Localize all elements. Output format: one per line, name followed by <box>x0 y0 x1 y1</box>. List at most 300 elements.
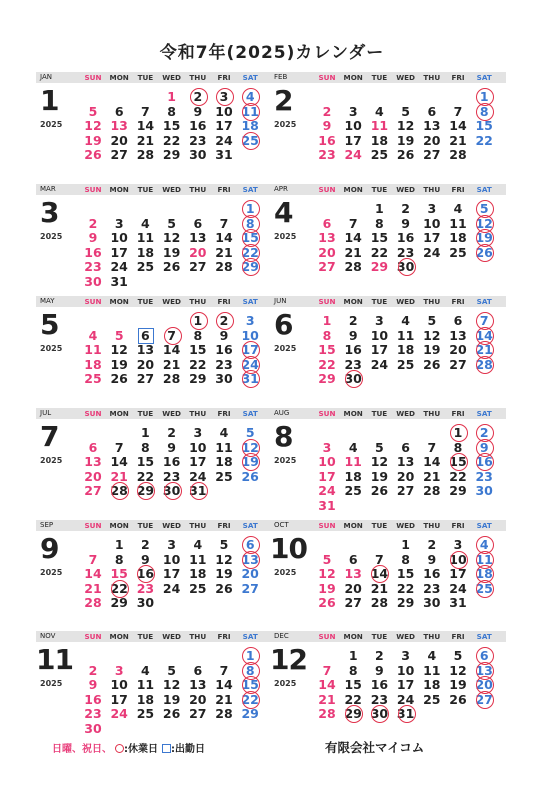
weekday-sat: SAT <box>242 409 258 418</box>
day-cell: 20 <box>449 342 467 358</box>
day-cell: 11 <box>215 439 233 455</box>
day-cell: 7 <box>427 439 437 455</box>
day-cell: 5 <box>167 662 176 678</box>
day-cell: 22 <box>237 692 263 707</box>
day-cell: 20 <box>84 468 102 484</box>
day-cell: 2 <box>322 103 332 119</box>
day-cell: 13 <box>189 230 207 246</box>
day-cell: 17 <box>396 677 415 693</box>
weekday-mon: MON <box>343 73 363 82</box>
day-cell: 9 <box>167 439 176 455</box>
weekday-mon: MON <box>343 297 363 306</box>
weekday-tue: TUE <box>137 185 154 194</box>
day-cell: 19 <box>396 132 415 148</box>
day-cell: 16 <box>162 454 181 470</box>
day-cell: 10 <box>396 662 415 678</box>
day-cell: 5 <box>114 327 124 343</box>
day-cell: 1 <box>237 648 263 663</box>
day-cell: 29 <box>370 259 389 275</box>
day-cell: 5 <box>88 103 98 119</box>
day-cell: 23 <box>475 468 493 484</box>
month-year: 2025 <box>40 232 63 241</box>
weekday-tue: TUE <box>371 73 388 82</box>
day-cell: 16 <box>132 566 158 581</box>
day-cell: 22 <box>475 132 493 148</box>
day-cell: 5 <box>453 648 463 663</box>
weekday-fri: FRI <box>217 185 231 194</box>
weekday-sat: SAT <box>242 297 258 306</box>
day-cell: 5 <box>401 103 410 119</box>
month-number: 12 <box>270 643 307 676</box>
day-cell: 24 <box>423 244 441 260</box>
day-cell: 3 <box>322 439 332 455</box>
day-cell: 15 <box>370 230 389 246</box>
day-cell: 12 <box>237 440 263 455</box>
day-cell: 2 <box>348 313 358 328</box>
day-cell: 10 <box>215 103 233 119</box>
weekday-sun: SUN <box>318 632 336 641</box>
month-year: 2025 <box>274 568 297 577</box>
day-cell: 18 <box>84 356 102 372</box>
weekday-tue: TUE <box>371 521 388 530</box>
legend-sunday-holiday-text: 日曜、祝日、 <box>52 744 112 755</box>
day-cell: 7 <box>159 328 185 343</box>
day-cell: 23 <box>84 706 102 722</box>
day-cell: 16 <box>189 118 207 134</box>
weekday-sun: SUN <box>318 185 336 194</box>
day-cell: 8 <box>114 551 124 567</box>
day-cell: 27 <box>136 371 155 387</box>
weekday-sat: SAT <box>242 73 258 82</box>
day-cell: 1 <box>445 425 471 440</box>
day-cell: 9 <box>375 662 384 678</box>
weekday-mon: MON <box>343 185 363 194</box>
weekday-tue: TUE <box>137 73 154 82</box>
day-cell: 30 <box>189 147 207 163</box>
day-cell: 21 <box>162 356 181 372</box>
weekday-fri: FRI <box>451 185 465 194</box>
month-abbr: MAR <box>40 185 56 193</box>
weekday-wed: WED <box>162 632 181 641</box>
weekday-sun: SUN <box>318 297 336 306</box>
day-cell: 7 <box>375 551 384 567</box>
day-cell: 10 <box>189 439 207 455</box>
day-cell: 8 <box>471 104 497 119</box>
day-cell: 6 <box>237 537 263 552</box>
day-cell: 9 <box>401 215 410 231</box>
weekday-fri: FRI <box>217 297 231 306</box>
day-cell: 2 <box>185 89 211 104</box>
day-cell: 7 <box>114 439 124 455</box>
day-cell: 9 <box>88 230 98 246</box>
day-cell: 25 <box>215 468 233 484</box>
day-cell: 8 <box>193 327 203 343</box>
day-cell: 31 <box>449 595 467 611</box>
weekday-thu: THU <box>189 409 207 418</box>
day-cell: 9 <box>471 440 497 455</box>
weekday-header <box>36 631 272 642</box>
day-cell: 29 <box>132 483 158 498</box>
day-cell: 7 <box>471 313 497 328</box>
day-cell: 11 <box>396 327 415 343</box>
day-cell: 18 <box>370 132 389 148</box>
weekday-fri: FRI <box>217 409 231 418</box>
day-cell: 8 <box>322 327 332 343</box>
day-cell: 6 <box>471 648 497 663</box>
weekday-wed: WED <box>162 521 181 530</box>
legend-holiday-label: :休業日 <box>124 744 158 755</box>
day-cell: 26 <box>396 147 415 163</box>
day-cell: 9 <box>322 118 332 134</box>
day-cell: 17 <box>110 691 128 707</box>
day-cell: 30 <box>84 274 102 289</box>
day-cell: 27 <box>423 147 441 163</box>
month-abbr: MAY <box>40 297 55 305</box>
weekday-wed: WED <box>162 73 181 82</box>
day-cell: 21 <box>471 342 497 357</box>
day-cell: 22 <box>162 132 181 148</box>
day-cell: 9 <box>193 103 203 119</box>
day-cell: 20 <box>136 356 155 372</box>
day-cell: 24 <box>110 259 128 275</box>
day-cell: 25 <box>370 147 389 163</box>
day-cell: 28 <box>449 147 467 163</box>
weekday-fri: FRI <box>451 632 465 641</box>
weekday-fri: FRI <box>451 521 465 530</box>
day-cell: 3 <box>453 537 463 552</box>
day-cell: 27 <box>189 259 207 275</box>
day-cell: 9 <box>219 327 229 343</box>
day-cell: 25 <box>344 483 362 499</box>
day-cell: 12 <box>318 566 336 582</box>
day-cell: 27 <box>84 483 102 499</box>
month-may <box>36 296 272 396</box>
holiday-circle-icon <box>115 744 124 753</box>
weekday-tue: TUE <box>137 632 154 641</box>
day-cell: 3 <box>211 89 237 104</box>
day-cell: 14 <box>471 328 497 343</box>
day-cell: 2 <box>211 313 237 328</box>
weekday-mon: MON <box>109 297 129 306</box>
day-cell: 16 <box>396 230 415 246</box>
day-cell: 29 <box>449 483 467 499</box>
weekday-sat: SAT <box>476 632 492 641</box>
day-cell: 6 <box>322 215 332 231</box>
weekday-header <box>270 72 506 83</box>
day-cell: 24 <box>396 691 415 707</box>
day-cell: 13 <box>423 118 441 134</box>
weekday-mon: MON <box>343 632 363 641</box>
day-cell: 21 <box>136 132 155 148</box>
day-cell: 18 <box>449 230 467 246</box>
month-number: 3 <box>40 196 60 229</box>
day-cell: 14 <box>366 566 392 581</box>
day-cell: 21 <box>344 244 362 260</box>
day-cell: 7 <box>453 103 463 119</box>
day-cell: 26 <box>423 356 441 372</box>
day-cell: 18 <box>344 468 362 484</box>
day-cell: 6 <box>453 313 463 328</box>
day-cell: 28 <box>162 371 181 387</box>
day-cell: 27 <box>471 692 497 707</box>
weekday-fri: FRI <box>217 521 231 530</box>
day-cell: 7 <box>141 103 150 119</box>
weekday-mon: MON <box>343 521 363 530</box>
legend-workday-label: :出勤日 <box>171 744 205 755</box>
day-cell: 12 <box>84 118 102 134</box>
day-cell: 5 <box>322 551 332 567</box>
day-cell: 26 <box>110 371 128 387</box>
weekday-header <box>36 520 272 531</box>
weekday-header <box>36 296 272 307</box>
day-cell: 12 <box>370 454 389 470</box>
day-cell: 23 <box>423 580 441 596</box>
day-cell: 26 <box>471 245 497 260</box>
weekday-header <box>36 408 272 419</box>
day-cell: 4 <box>193 537 203 552</box>
day-cell: 26 <box>162 259 181 275</box>
day-cell: 14 <box>215 677 233 693</box>
day-cell: 12 <box>110 342 128 358</box>
page-title: 令和7年(2025)カレンダー <box>159 43 385 63</box>
day-cell: 14 <box>110 454 128 470</box>
weekday-sat: SAT <box>476 409 492 418</box>
day-cell: 1 <box>237 201 263 216</box>
weekday-sun: SUN <box>84 409 102 418</box>
day-cell: 4 <box>375 103 384 119</box>
day-cell: 30 <box>475 483 493 499</box>
weekday-sat: SAT <box>476 185 492 194</box>
month-abbr: SEP <box>40 521 54 529</box>
day-cell: 10 <box>162 551 181 567</box>
month-abbr: AUG <box>274 409 290 417</box>
day-cell: 24 <box>370 356 389 372</box>
weekday-fri: FRI <box>217 73 231 82</box>
day-cell: 19 <box>370 468 389 484</box>
day-cell: 15 <box>136 454 155 470</box>
day-cell: 5 <box>219 537 229 552</box>
month-jan <box>36 72 272 172</box>
day-cell: 26 <box>84 147 102 163</box>
day-cell: 1 <box>141 425 150 440</box>
weekday-tue: TUE <box>137 297 154 306</box>
day-cell: 19 <box>215 566 233 582</box>
day-cell: 30 <box>136 595 155 611</box>
day-cell: 4 <box>88 327 98 343</box>
month-feb <box>270 72 506 172</box>
weekday-wed: WED <box>396 185 415 194</box>
month-abbr: DEC <box>274 632 289 640</box>
day-cell: 19 <box>162 244 181 260</box>
day-cell: 9 <box>141 551 150 567</box>
weekday-thu: THU <box>189 185 207 194</box>
weekday-thu: THU <box>189 73 207 82</box>
weekday-thu: THU <box>189 297 207 306</box>
day-cell: 30 <box>215 371 233 387</box>
weekday-sun: SUN <box>318 73 336 82</box>
weekday-sat: SAT <box>242 632 258 641</box>
day-cell: 18 <box>396 342 415 358</box>
day-cell: 28 <box>215 259 233 275</box>
day-cell: 24 <box>162 580 181 596</box>
day-cell: 1 <box>167 89 176 104</box>
day-cell: 19 <box>84 132 102 148</box>
day-cell: 15 <box>318 342 336 358</box>
day-cell: 19 <box>162 691 181 707</box>
day-cell: 24 <box>318 483 336 499</box>
day-cell: 22 <box>344 691 362 707</box>
day-cell: 6 <box>132 328 158 343</box>
day-cell: 13 <box>449 327 467 343</box>
day-cell: 2 <box>401 201 410 216</box>
day-cell: 20 <box>423 132 441 148</box>
weekday-wed: WED <box>396 409 415 418</box>
day-cell: 22 <box>189 356 207 372</box>
day-cell: 17 <box>189 454 207 470</box>
day-cell: 26 <box>215 580 233 596</box>
day-cell: 21 <box>423 468 441 484</box>
day-cell: 26 <box>162 706 181 722</box>
weekday-thu: THU <box>423 297 441 306</box>
day-cell: 13 <box>471 663 497 678</box>
day-cell: 2 <box>167 425 176 440</box>
day-cell: 10 <box>110 230 128 246</box>
month-abbr: APR <box>274 185 288 193</box>
day-cell: 8 <box>348 662 358 678</box>
day-cell: 7 <box>88 551 98 567</box>
day-cell: 6 <box>348 551 358 567</box>
day-cell: 3 <box>427 201 437 216</box>
day-cell: 29 <box>110 595 128 611</box>
day-cell: 19 <box>237 454 263 469</box>
day-cell: 27 <box>396 483 415 499</box>
day-cell: 15 <box>162 118 181 134</box>
day-cell: 6 <box>193 662 203 678</box>
day-cell: 25 <box>237 133 263 148</box>
day-cell: 18 <box>423 677 441 693</box>
day-cell: 7 <box>219 662 229 678</box>
month-year: 2025 <box>274 456 297 465</box>
day-cell: 11 <box>237 104 263 119</box>
day-cell: 1 <box>401 537 410 552</box>
month-year: 2025 <box>40 568 63 577</box>
day-cell: 2 <box>88 662 98 678</box>
day-cell: 24 <box>237 357 263 372</box>
day-cell: 16 <box>84 691 102 707</box>
month-abbr: JUN <box>274 297 287 305</box>
weekday-sat: SAT <box>242 185 258 194</box>
weekday-wed: WED <box>396 632 415 641</box>
day-cell: 14 <box>162 342 181 358</box>
day-cell: 6 <box>88 439 98 455</box>
day-cell: 14 <box>84 566 102 582</box>
day-cell: 3 <box>245 313 255 328</box>
day-cell: 20 <box>241 566 259 582</box>
day-cell: 11 <box>449 215 467 231</box>
month-dec <box>270 631 506 731</box>
day-cell: 4 <box>219 425 229 440</box>
day-cell: 4 <box>141 662 150 678</box>
day-cell: 1 <box>471 89 497 104</box>
day-cell: 4 <box>471 537 497 552</box>
day-cell: 15 <box>189 342 207 358</box>
month-number: 2 <box>274 84 294 117</box>
day-cell: 8 <box>375 215 384 231</box>
month-abbr: FEB <box>274 73 288 81</box>
day-cell: 3 <box>375 313 384 328</box>
day-cell: 11 <box>471 552 497 567</box>
day-cell: 7 <box>322 662 332 678</box>
day-cell: 10 <box>318 454 336 470</box>
day-cell: 20 <box>189 691 207 707</box>
day-cell: 16 <box>370 677 389 693</box>
day-cell: 3 <box>114 662 124 678</box>
month-number: 7 <box>40 420 60 453</box>
day-cell: 8 <box>401 551 410 567</box>
day-cell: 25 <box>189 580 207 596</box>
weekday-mon: MON <box>109 409 129 418</box>
day-cell: 29 <box>189 371 207 387</box>
day-cell: 9 <box>348 327 358 343</box>
day-cell: 11 <box>136 230 155 246</box>
day-cell: 2 <box>375 648 384 663</box>
day-cell: 24 <box>110 706 128 722</box>
day-cell: 21 <box>449 132 467 148</box>
day-cell: 20 <box>110 132 128 148</box>
day-cell: 11 <box>136 677 155 693</box>
day-cell: 4 <box>237 89 263 104</box>
day-cell: 23 <box>344 356 362 372</box>
day-cell: 2 <box>471 425 497 440</box>
weekday-tue: TUE <box>137 521 154 530</box>
day-cell: 11 <box>344 454 362 470</box>
month-number: 9 <box>40 532 60 565</box>
weekday-sat: SAT <box>242 521 258 530</box>
day-cell: 24 <box>189 468 207 484</box>
day-cell: 30 <box>159 483 185 498</box>
day-cell: 25 <box>423 691 441 707</box>
day-cell: 10 <box>241 327 259 343</box>
day-cell: 29 <box>162 147 181 163</box>
day-cell: 8 <box>453 439 463 455</box>
day-cell: 25 <box>396 356 415 372</box>
weekday-wed: WED <box>396 73 415 82</box>
day-cell: 21 <box>215 244 233 260</box>
month-number: 4 <box>274 196 294 229</box>
day-cell: 23 <box>215 356 233 372</box>
day-cell: 24 <box>344 147 362 163</box>
day-cell: 12 <box>215 551 233 567</box>
day-cell: 22 <box>237 245 263 260</box>
month-number: 5 <box>40 308 60 341</box>
day-cell: 27 <box>344 595 362 611</box>
day-cell: 14 <box>136 118 155 134</box>
day-cell: 14 <box>423 454 441 470</box>
day-cell: 18 <box>471 566 497 581</box>
day-cell: 26 <box>318 595 336 611</box>
day-cell: 11 <box>423 662 441 678</box>
day-cell: 8 <box>141 439 150 455</box>
day-cell: 15 <box>445 454 471 469</box>
workday-square-icon <box>162 744 171 753</box>
day-cell: 5 <box>427 313 437 328</box>
day-cell: 13 <box>396 454 415 470</box>
month-year: 2025 <box>274 232 297 241</box>
day-cell: 17 <box>237 342 263 357</box>
day-cell: 19 <box>423 342 441 358</box>
day-cell: 3 <box>193 425 203 440</box>
day-cell: 12 <box>471 216 497 231</box>
